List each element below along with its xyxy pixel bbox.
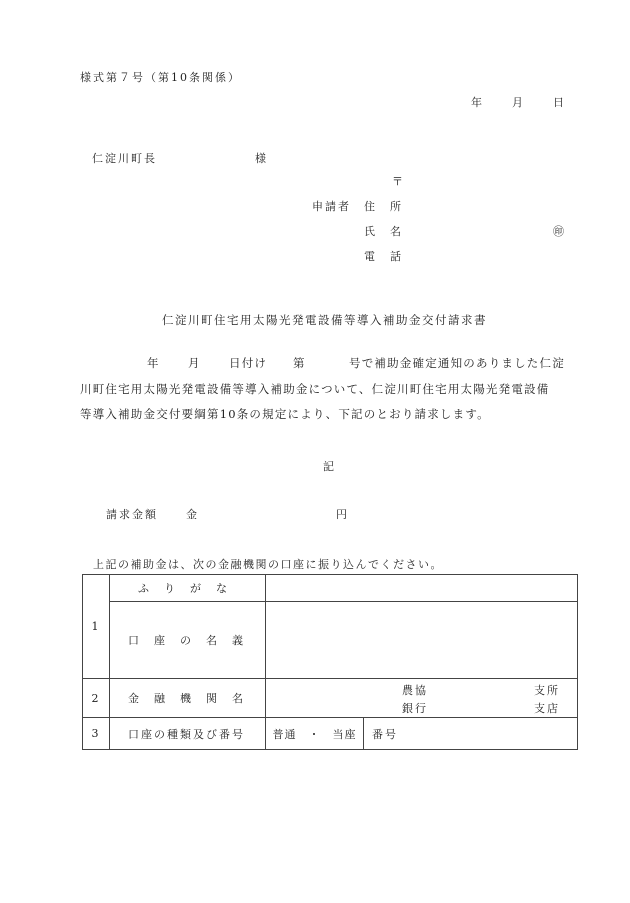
body-line1-rest: 号で補助金確定通知のありました仁淀	[349, 356, 565, 370]
address-label: 住 所	[364, 200, 403, 213]
account-type-label: 口座の種類及び番号	[128, 727, 245, 741]
name-label: 氏 名	[364, 225, 403, 238]
bank-label: 金 融 機 関 名	[128, 692, 245, 705]
transfer-note: 上記の補助金は、次の金融機関の口座に振り込んでください。	[93, 558, 443, 571]
body-no-prefix: 第	[293, 356, 306, 370]
account-number-label: 番号	[372, 727, 398, 741]
row-number-3: 3	[83, 718, 110, 750]
row-number-2: 2	[83, 679, 110, 718]
addressee-honorific: 様	[255, 152, 268, 165]
account-name-label: 口 座 の 名 義	[128, 634, 245, 647]
date-day: 日	[553, 96, 566, 109]
account-type-options[interactable]: 普通 ・ 当座	[266, 718, 364, 749]
body-year: 年	[147, 356, 160, 370]
noukyou-label: 農協	[402, 684, 428, 697]
phone-label: 電 話	[364, 250, 403, 263]
furigana-input-cell[interactable]	[266, 575, 578, 602]
date-year: 年	[471, 96, 484, 109]
document-title: 仁淀川町住宅用太陽光発電設備等導入補助金交付請求書	[162, 313, 487, 327]
postal-mark: 〒	[392, 175, 405, 188]
account-name-input-cell[interactable]	[266, 602, 578, 679]
date-month: 月	[512, 96, 525, 109]
account-type-label-cell	[110, 718, 266, 750]
branch-label: 支店	[534, 702, 560, 715]
body-line-2: 川町住宅用太陽光発電設備等導入補助金について、仁淀川町住宅用太陽光発電設備	[80, 382, 550, 396]
amount-unit: 円	[336, 508, 349, 521]
body-line-3: 等導入補助金交付要綱第10条の規定により、下記のとおり請求します。	[80, 407, 490, 421]
account-name-label-cell	[110, 602, 266, 679]
branch-office-label: 支所	[534, 684, 560, 697]
account-type-input-cell	[266, 718, 578, 750]
body-month: 月	[188, 356, 201, 370]
row-number-1: 1	[83, 575, 110, 679]
account-number-cell[interactable]	[364, 718, 577, 749]
furigana-label-cell	[110, 575, 266, 602]
amount-kin: 金	[186, 508, 199, 521]
bank-type-label: 銀行	[402, 702, 428, 715]
amount-label: 請求金額	[106, 508, 158, 521]
form-number: 様式第７号（第10条関係）	[80, 71, 241, 84]
bank-input-cell[interactable]	[266, 679, 578, 718]
bank-label-cell	[110, 679, 266, 718]
ki-mark: 記	[323, 460, 336, 473]
furigana-label: ふ り が な	[138, 582, 229, 595]
seal-mark: ㊞	[553, 225, 566, 238]
account-table	[82, 574, 578, 750]
applicant-label: 申請者	[312, 200, 351, 213]
body-date: 日付け	[229, 356, 268, 370]
addressee-name: 仁淀川町長	[92, 152, 157, 165]
